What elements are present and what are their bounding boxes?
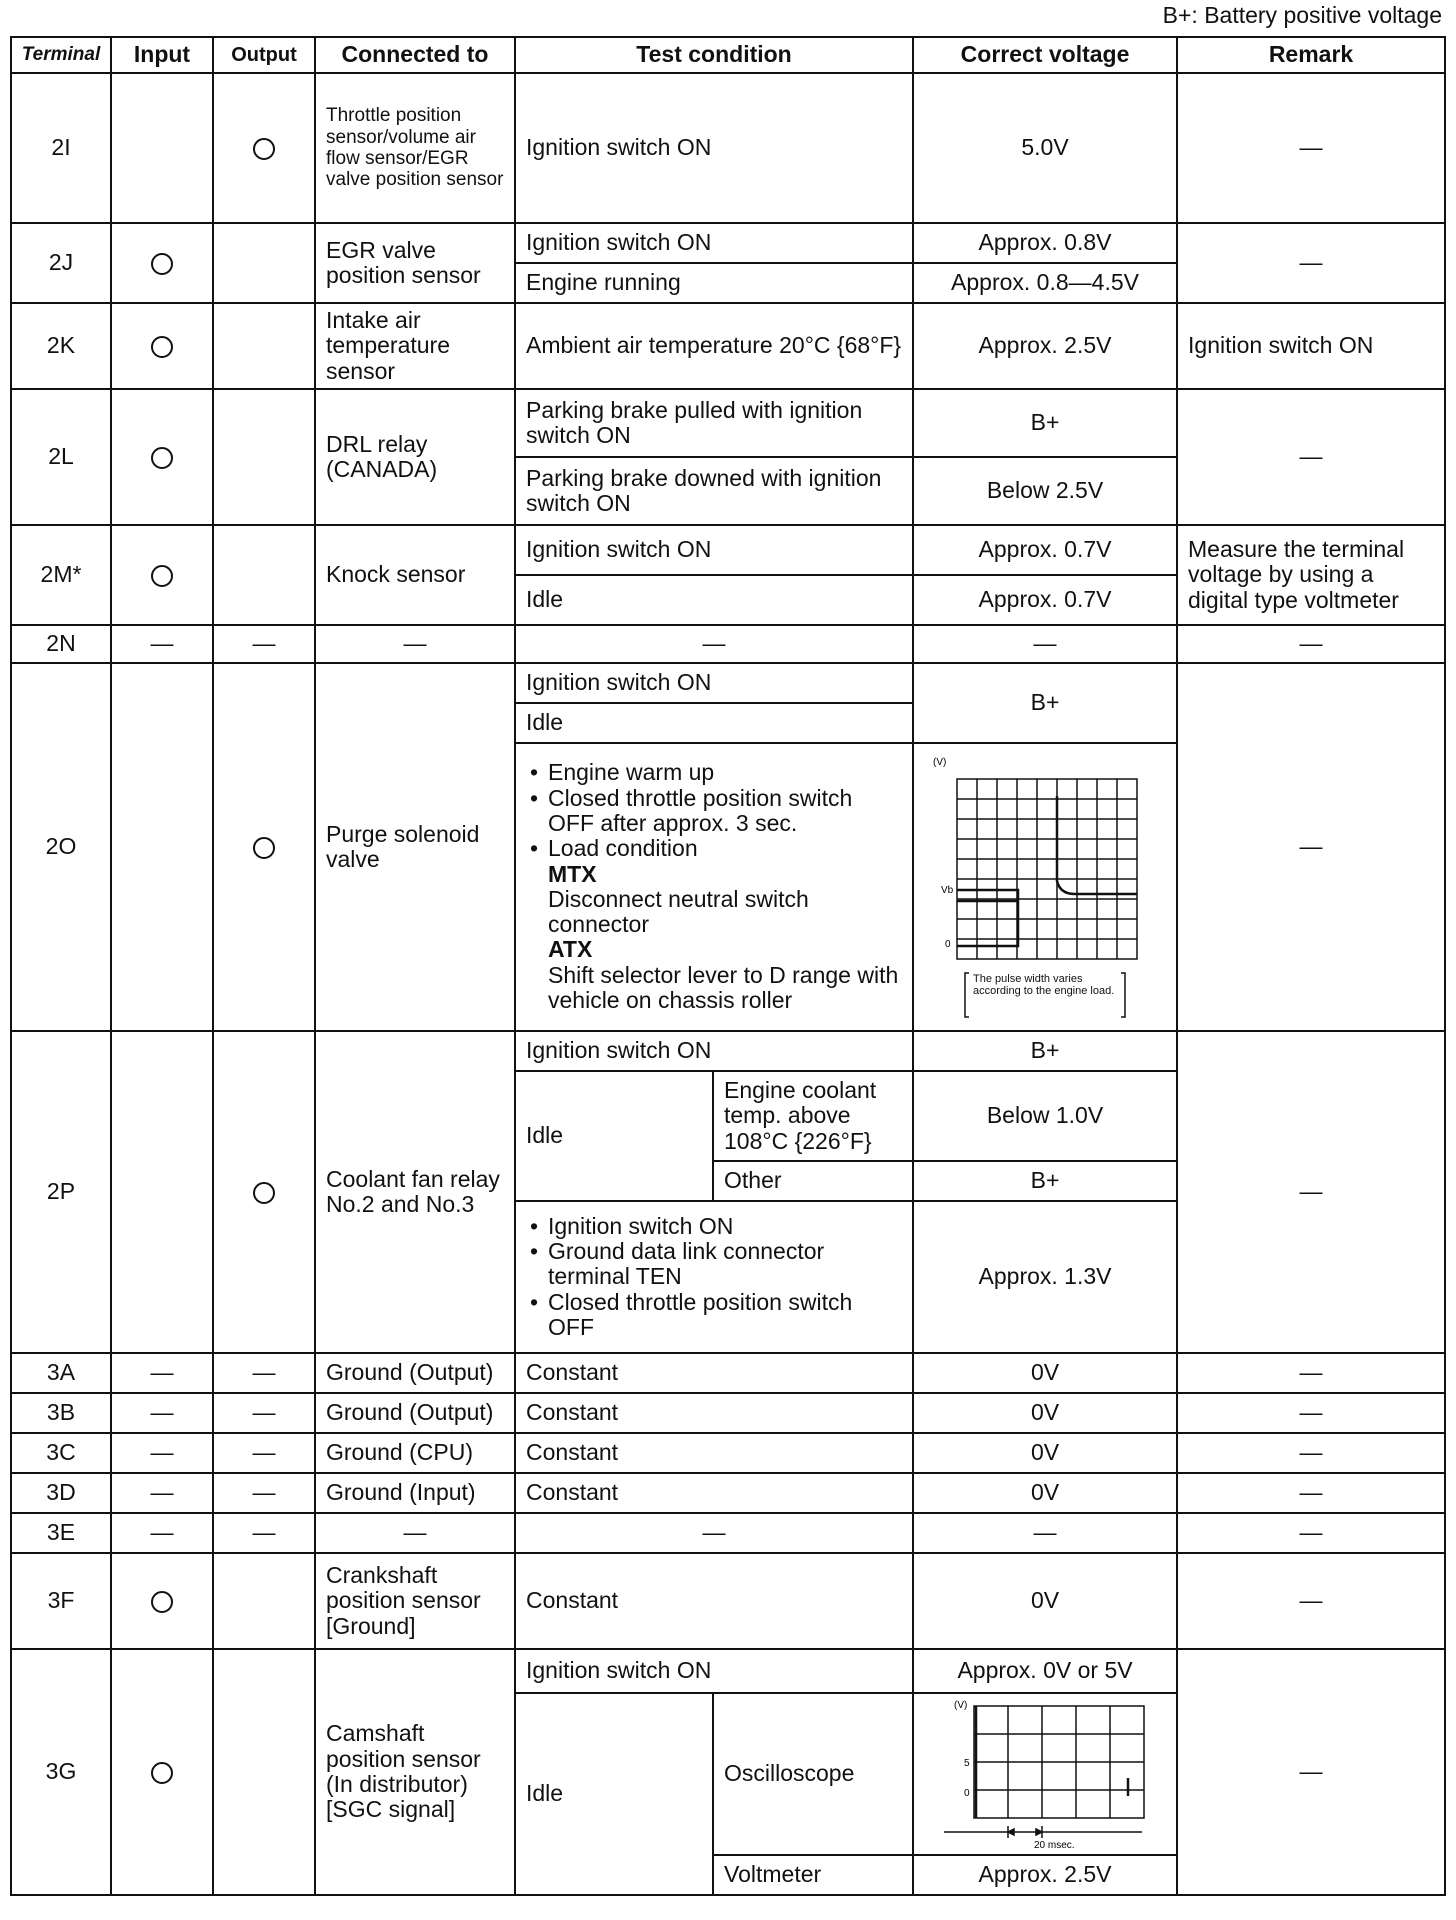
atx-label: ATX: [548, 936, 593, 963]
list-item: • Engine warm up: [548, 760, 902, 785]
output-cell: [213, 73, 315, 223]
connected-cell: —: [315, 625, 515, 663]
remark-cell: —: [1177, 663, 1445, 1031]
input-cell: —: [111, 1353, 213, 1393]
list-item: • Closed throttle position switch OFF: [548, 1290, 902, 1341]
header-output: Output: [213, 37, 315, 73]
output-cell: [213, 663, 315, 1031]
table-row: [11, 1353, 1445, 1393]
table-row: [11, 303, 1445, 389]
table-row: [11, 389, 1445, 457]
test-cell: Engine running: [515, 263, 913, 303]
voltage-cell: Approx. 0.8—4.5V: [913, 263, 1177, 303]
voltage-cell: B+: [913, 1161, 1177, 1201]
voltage-cell: [913, 743, 1177, 1031]
connected-cell: Crankshaft position sensor [Ground]: [315, 1553, 515, 1649]
remark-cell: —: [1177, 1031, 1445, 1353]
input-cell: [111, 1649, 213, 1895]
list-item: • Closed throttle position switch OFF after approx. 3 sec.: [548, 786, 902, 837]
table-row: [11, 525, 1445, 575]
test-cell: —: [515, 1513, 913, 1553]
terminal-cell: 2M*: [11, 525, 111, 625]
list-item: • Ignition switch ON: [548, 1214, 902, 1239]
table-row: [11, 1031, 1445, 1071]
terminal-cell: 3B: [11, 1393, 111, 1433]
output-cell: —: [213, 1433, 315, 1473]
sub-condition-cell: Oscilloscope: [713, 1693, 913, 1855]
terminal-cell: 2L: [11, 389, 111, 525]
connected-cell: Throttle position sensor/volume air flow sensor/EGR valve position sensor: [315, 73, 515, 223]
connected-cell: DRL relay (CANADA): [315, 389, 515, 525]
input-cell: [111, 389, 213, 525]
table-row: [11, 1473, 1445, 1513]
test-cell: Constant: [515, 1433, 913, 1473]
circle-mark-icon: [253, 138, 275, 160]
test-cell: Idle: [515, 1071, 713, 1201]
sub-condition-cell: Other: [713, 1161, 913, 1201]
circle-mark-icon: [253, 1182, 275, 1204]
connected-cell: Coolant fan relay No.2 and No.3: [315, 1031, 515, 1353]
voltage-cell: Approx. 0.7V: [913, 575, 1177, 625]
sub-condition-cell: Engine coolant temp. above 108°C {226°F}: [713, 1071, 913, 1161]
test-cell: Constant: [515, 1473, 913, 1513]
connected-cell: Camshaft position sensor (In distributor) [SGC signal]: [315, 1649, 515, 1895]
voltage-cell: 0V: [913, 1553, 1177, 1649]
remark-cell: —: [1177, 389, 1445, 525]
circle-mark-icon: [151, 1591, 173, 1613]
terminal-cell: 3E: [11, 1513, 111, 1553]
connected-cell: Ground (Output): [315, 1393, 515, 1433]
output-cell: [213, 1031, 315, 1353]
remark-cell: —: [1177, 625, 1445, 663]
voltage-cell: B+: [913, 663, 1177, 743]
test-cell: Ignition switch ON: [515, 1649, 913, 1693]
header-input: Input: [111, 37, 213, 73]
connected-cell: Intake air temperature sensor: [315, 303, 515, 389]
output-cell: —: [213, 1393, 315, 1433]
voltage-cell: —: [913, 1513, 1177, 1553]
input-cell: —: [111, 1393, 213, 1433]
output-cell: [213, 389, 315, 525]
table-row: [11, 223, 1445, 263]
test-cell: Idle: [515, 1693, 713, 1895]
scope-zero-label: 0: [945, 938, 951, 950]
header-voltage: Correct voltage: [913, 37, 1177, 73]
test-cell: Constant: [515, 1353, 913, 1393]
scope-axis-label: (V): [933, 756, 947, 768]
circle-mark-icon: [151, 253, 173, 275]
input-cell: [111, 1553, 213, 1649]
remark-cell: Measure the terminal voltage by using a digital type voltmeter: [1177, 525, 1445, 625]
scope-time-label: 20 msec.: [1034, 1839, 1075, 1851]
remark-cell: —: [1177, 1553, 1445, 1649]
table-row: [11, 1513, 1445, 1553]
terminal-cell: 3F: [11, 1553, 111, 1649]
input-cell: [111, 73, 213, 223]
header-remark: Remark: [1177, 37, 1445, 73]
remark-cell: —: [1177, 1513, 1445, 1553]
voltage-cell: Approx. 2.5V: [913, 303, 1177, 389]
remark-cell: Ignition switch ON: [1177, 303, 1445, 389]
connected-cell: Ground (Output): [315, 1353, 515, 1393]
scope-grid: [974, 1706, 1144, 1818]
header-test: Test condition: [515, 37, 913, 73]
table-row: [11, 663, 1445, 703]
connected-cell: Knock sensor: [315, 525, 515, 625]
sub-condition-cell: Voltmeter: [713, 1855, 913, 1895]
voltage-cell: B+: [913, 389, 1177, 457]
remark-cell: —: [1177, 1393, 1445, 1433]
connected-cell: Purge solenoid valve: [315, 663, 515, 1031]
test-cell: Ignition switch ON: [515, 525, 913, 575]
terminal-cell: 2I: [11, 73, 111, 223]
scope-five-label: 5: [964, 1757, 970, 1769]
output-cell: —: [213, 1353, 315, 1393]
connected-cell: —: [315, 1513, 515, 1553]
header-terminal: Terminal: [11, 37, 111, 73]
test-cell: Ignition switch ON: [515, 663, 913, 703]
voltage-cell: B+: [913, 1031, 1177, 1071]
input-cell: —: [111, 1473, 213, 1513]
test-cell: [515, 743, 913, 1031]
test-cell: Ambient air temperature 20°C {68°F}: [515, 303, 913, 389]
test-cell: Ignition switch ON: [515, 1031, 913, 1071]
terminal-cell: 3G: [11, 1649, 111, 1895]
table-row: [11, 1433, 1445, 1473]
voltage-cell: 0V: [913, 1473, 1177, 1513]
connected-cell: Ground (CPU): [315, 1433, 515, 1473]
input-cell: [111, 525, 213, 625]
oscilloscope-waveform-diagram: [925, 751, 1165, 1023]
remark-cell: —: [1177, 1473, 1445, 1513]
scope-grid: [957, 779, 1137, 959]
connected-cell: EGR valve position sensor: [315, 223, 515, 303]
terminal-cell: 3D: [11, 1473, 111, 1513]
connected-cell: Ground (Input): [315, 1473, 515, 1513]
test-cell: Ignition switch ON: [515, 223, 913, 263]
voltage-cell: 0V: [913, 1353, 1177, 1393]
voltage-cell: Approx. 1.3V: [913, 1201, 1177, 1353]
test-cell: Parking brake downed with ignition switch ON: [515, 457, 913, 525]
terminal-cell: 2J: [11, 223, 111, 303]
test-cell: Idle: [515, 703, 913, 743]
test-cell: Ignition switch ON: [515, 73, 913, 223]
scope-vb-label: Vb: [941, 884, 954, 896]
table-row: [11, 1553, 1445, 1649]
terminal-cell: 2O: [11, 663, 111, 1031]
terminal-voltage-table: [10, 36, 1446, 1896]
circle-mark-icon: [151, 1762, 173, 1784]
input-cell: —: [111, 1513, 213, 1553]
voltage-cell: Approx. 0V or 5V: [913, 1649, 1177, 1693]
table-row: [11, 1393, 1445, 1433]
battery-note: B+: Battery positive voltage: [1162, 2, 1442, 28]
output-cell: [213, 525, 315, 625]
circle-mark-icon: [151, 447, 173, 469]
input-cell: [111, 223, 213, 303]
table-row: [11, 625, 1445, 663]
output-cell: [213, 223, 315, 303]
output-cell: —: [213, 1513, 315, 1553]
voltage-cell: Below 1.0V: [913, 1071, 1177, 1161]
test-cell: Constant: [515, 1553, 913, 1649]
list-item: • Ground data link connector terminal TEN: [548, 1239, 902, 1290]
voltage-cell: Approx. 0.8V: [913, 223, 1177, 263]
voltage-cell: Approx. 2.5V: [913, 1855, 1177, 1895]
input-cell: —: [111, 625, 213, 663]
scope-caption: The pulse width varies according to the engine load.: [973, 972, 1115, 997]
input-cell: [111, 1031, 213, 1353]
voltage-cell: —: [913, 625, 1177, 663]
terminal-cell: 2K: [11, 303, 111, 389]
circle-mark-icon: [151, 565, 173, 587]
table-row: [11, 1649, 1445, 1693]
voltage-cell: 5.0V: [913, 73, 1177, 223]
condition-list: [526, 1214, 902, 1340]
time-scale: [944, 1826, 1142, 1838]
circle-mark-icon: [151, 336, 173, 358]
terminal-cell: 2N: [11, 625, 111, 663]
circle-mark-icon: [253, 837, 275, 859]
terminal-cell: 2P: [11, 1031, 111, 1353]
remark-cell: —: [1177, 1433, 1445, 1473]
table-row: [11, 73, 1445, 223]
voltage-cell: 0V: [913, 1433, 1177, 1473]
input-cell: [111, 663, 213, 1031]
output-cell: [213, 303, 315, 389]
test-cell: Parking brake pulled with ignition switch ON: [515, 389, 913, 457]
output-cell: [213, 1649, 315, 1895]
voltage-cell: Below 2.5V: [913, 457, 1177, 525]
terminal-cell: 3A: [11, 1353, 111, 1393]
remark-cell: —: [1177, 1649, 1445, 1895]
scope-zero-label: 0: [964, 1787, 970, 1799]
header-connected: Connected to: [315, 37, 515, 73]
remark-cell: —: [1177, 223, 1445, 303]
test-cell: Idle: [515, 575, 913, 625]
test-cell: Constant: [515, 1393, 913, 1433]
test-cell: [515, 1201, 913, 1353]
input-cell: —: [111, 1433, 213, 1473]
mtx-label: MTX: [548, 860, 597, 887]
atx-text: Shift selector lever to D range with vehicle on chassis roller: [548, 961, 899, 1014]
output-cell: —: [213, 1473, 315, 1513]
header-row: [11, 37, 1445, 73]
test-cell: —: [515, 625, 913, 663]
output-cell: —: [213, 625, 315, 663]
voltage-cell: 0V: [913, 1393, 1177, 1433]
remark-cell: —: [1177, 1353, 1445, 1393]
oscilloscope-signal-diagram: [930, 1696, 1160, 1852]
voltage-cell: [913, 1693, 1177, 1855]
mtx-text: Disconnect neutral switch connector: [548, 885, 809, 938]
remark-cell: —: [1177, 73, 1445, 223]
condition-list: [526, 760, 902, 861]
output-cell: [213, 1553, 315, 1649]
scope-axis-label: (V): [954, 1699, 968, 1711]
list-item: • Load condition: [548, 836, 902, 861]
terminal-cell: 3C: [11, 1433, 111, 1473]
input-cell: [111, 303, 213, 389]
voltage-cell: Approx. 0.7V: [913, 525, 1177, 575]
